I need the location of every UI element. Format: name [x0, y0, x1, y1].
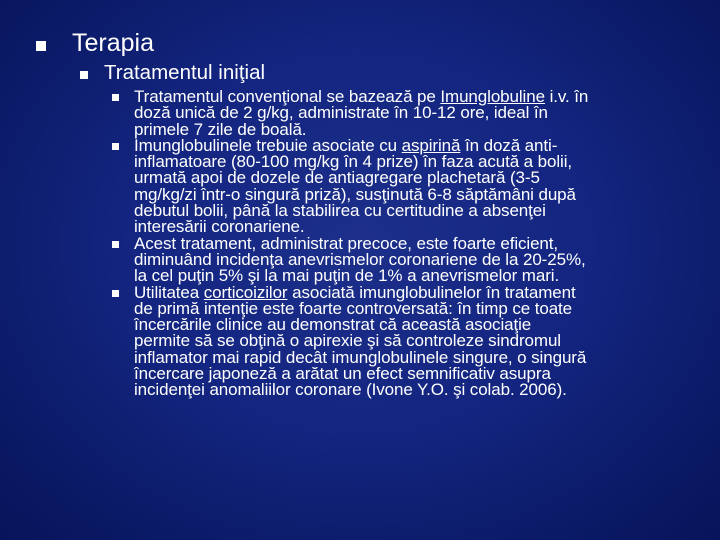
text-segment: incidenţei anomaliilor coronare (Ivone Y.O. şi colab. 2006).	[134, 380, 567, 400]
list-item	[110, 233, 690, 286]
heading-bullet-icon	[36, 41, 46, 51]
text-segment: Tratamentul convenţional se bazează pe	[134, 87, 441, 106]
term-link[interactable]: aspirină	[401, 135, 461, 155]
list-bullet-icon	[112, 143, 119, 150]
text-segment: de primă intenţie este foarte controversată: în timp ce toate	[134, 298, 573, 318]
list-bullet-icon	[112, 241, 119, 248]
text-segment: asociată imunglobulinelor în tratament	[287, 282, 576, 302]
subheading-bullet-icon	[80, 71, 88, 79]
slide-subheading: Tratamentul iniţial	[104, 61, 266, 84]
text-segment: în doză anti-	[460, 135, 558, 155]
list-item	[110, 282, 690, 400]
text-segment: i.v. în	[544, 87, 589, 106]
text-segment: mg/kg/zi într-o singură priză), susţinută 6-8 săptămâni după	[134, 184, 576, 204]
text-segment: inflamatoare (80-100 mg/kg în 4 prize) în faza acută a bolii,	[134, 152, 573, 172]
list-item	[110, 89, 690, 138]
term-link[interactable]: Imunglobuline	[440, 87, 545, 106]
text-segment: primele 7 zile de boală.	[134, 119, 307, 139]
text-segment: doză unică de 2 g/kg, administrate în 10-12 ore, ideal în	[134, 103, 548, 123]
text-line	[134, 382, 690, 398]
text-segment: permite să se obţină o apirexie şi să controleze sindromul	[134, 331, 561, 351]
text-segment: la cel puţin 5% şi la mai puţin de 1% a anevrismelor mari.	[134, 266, 560, 286]
text-segment: diminuând incidenţa anevrismelor coronariene de la 20-25%,	[134, 249, 586, 269]
text-segment: urmată apoi de dozele de antiagregare plachetară (3-5	[134, 168, 540, 188]
text-segment: Utilitatea	[134, 282, 204, 302]
text-segment: inflamator mai rapid decât imunglobulinele singure, o singură	[134, 347, 587, 367]
text-segment: încercările clinice au demonstrat că această asociaţie	[134, 315, 532, 335]
slide-heading: Terapia	[72, 29, 154, 57]
list-item	[110, 135, 690, 237]
list-bullet-icon	[112, 94, 119, 101]
text-segment: Acest tratament, administrat precoce, este foarte eficient,	[134, 233, 559, 253]
bullet-list	[110, 89, 690, 399]
text-segment: interesării coronariene.	[134, 217, 305, 237]
term-link[interactable]: corticoizilor	[203, 282, 288, 302]
text-segment: încercare japoneză a arătat un efect semnificativ asupra	[134, 364, 551, 384]
text-segment: debutul bolii, până la stabilirea cu certitudine a absenţei	[134, 201, 546, 221]
text-segment: Imunglobulinele trebuie asociate cu	[134, 135, 402, 155]
list-bullet-icon	[112, 290, 119, 297]
